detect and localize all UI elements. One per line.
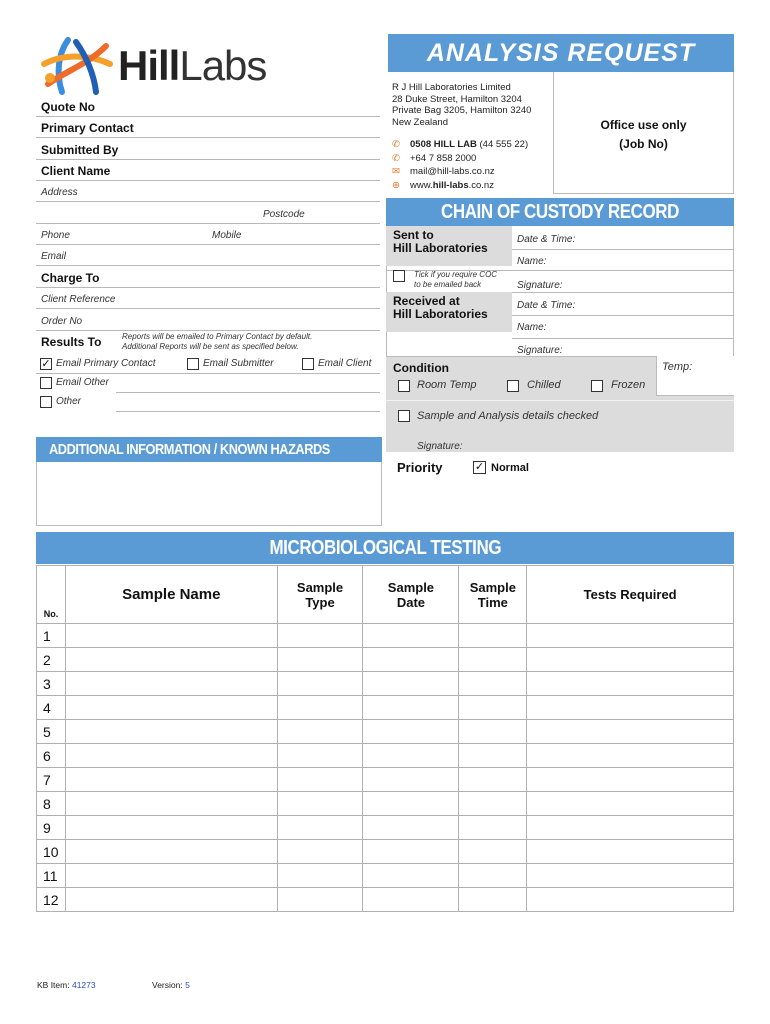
tests-required-cell[interactable]	[527, 624, 734, 648]
table-row	[37, 696, 734, 720]
mail-icon: ✉	[392, 166, 400, 177]
sample-checked-label: Sample and Analysis details checked	[417, 410, 599, 422]
sample-time-cell[interactable]	[459, 720, 527, 744]
sample-type-cell[interactable]	[277, 816, 363, 840]
company-line: New Zealand	[392, 116, 448, 128]
sample-date-cell[interactable]	[363, 864, 459, 888]
web-pre[interactable]: www.	[410, 179, 433, 191]
postcode-label: Postcode	[263, 209, 305, 220]
micro-title	[36, 532, 734, 564]
table-row	[37, 720, 734, 744]
tests-required-cell[interactable]	[527, 864, 734, 888]
sent-signature-label: Signature:	[517, 280, 563, 291]
sample-date-cell[interactable]	[363, 624, 459, 648]
phone-label: Phone	[41, 230, 70, 241]
sample-time-cell[interactable]	[459, 744, 527, 768]
table-row	[37, 864, 734, 888]
web-bold[interactable]: hill-labs	[432, 179, 469, 191]
sample-name-cell[interactable]	[65, 888, 277, 912]
sample-date-cell[interactable]	[363, 768, 459, 792]
sample-type-cell[interactable]	[277, 888, 363, 912]
version-value: 5	[185, 980, 190, 990]
additional-info-box[interactable]	[36, 462, 382, 526]
sample-date-cell[interactable]	[363, 744, 459, 768]
version-label: Version:	[152, 980, 183, 990]
table-row	[37, 624, 734, 648]
room-temp-checkbox[interactable]	[398, 380, 410, 392]
sample-time-cell[interactable]	[459, 672, 527, 696]
sample-time-cell[interactable]	[459, 792, 527, 816]
email-primary-label: Email Primary Contact	[56, 358, 156, 369]
col-no-label: No.	[43, 609, 59, 619]
sample-checked-checkbox[interactable]	[398, 410, 410, 422]
results-note	[122, 332, 312, 352]
sample-time-cell[interactable]	[459, 840, 527, 864]
sample-date-cell[interactable]	[363, 816, 459, 840]
col-tests-required	[527, 566, 734, 624]
office-use-label: Office use only	[600, 118, 687, 132]
footer-version	[152, 980, 190, 990]
sample-name-cell[interactable]	[65, 768, 277, 792]
table-row	[37, 888, 734, 912]
row-number: 9	[37, 816, 66, 840]
sample-time-cell[interactable]	[459, 624, 527, 648]
charge-to-label: Charge To	[41, 271, 100, 285]
table-row	[37, 648, 734, 672]
received-label	[393, 295, 488, 321]
sample-name-cell[interactable]	[65, 696, 277, 720]
sample-name-cell[interactable]	[65, 864, 277, 888]
phone1-rest: (44 555 22)	[476, 139, 529, 150]
sample-name-cell[interactable]	[65, 672, 277, 696]
sample-table	[36, 565, 734, 912]
condition-label: Condition	[393, 361, 449, 375]
company-line: R J Hill Laboratories Limited	[392, 82, 511, 93]
sample-type-cell[interactable]	[277, 840, 363, 864]
sample-time-cell[interactable]	[459, 864, 527, 888]
email-other-checkbox[interactable]	[40, 377, 52, 389]
sample-time-cell[interactable]	[459, 768, 527, 792]
coc-title-text: CHAIN OF CUSTODY RECORD	[440, 200, 679, 223]
sample-time-cell[interactable]	[459, 816, 527, 840]
client-reference-label: Client Reference	[41, 294, 116, 305]
web-post[interactable]: .co.nz	[468, 179, 494, 191]
other-checkbox[interactable]	[40, 396, 52, 408]
sent-to-line: Sent to	[393, 228, 434, 242]
sample-time-cell[interactable]	[459, 648, 527, 672]
sample-name-cell[interactable]	[65, 840, 277, 864]
additional-info-title	[36, 437, 382, 462]
logo-mark-icon	[38, 34, 118, 96]
col-sample-type-label: Sample Type	[296, 579, 344, 610]
sample-name-cell[interactable]	[65, 720, 277, 744]
sent-name-label: Name:	[517, 256, 547, 267]
hill-labs-logo	[38, 34, 308, 96]
analysis-request-title	[388, 34, 734, 72]
chilled-checkbox[interactable]	[507, 380, 519, 392]
table-row	[37, 840, 734, 864]
row-number: 10	[37, 840, 66, 864]
row-number: 1	[37, 624, 66, 648]
sample-name-cell[interactable]	[65, 792, 277, 816]
phone-icon: ✆	[392, 152, 400, 164]
submitted-by-label: Submitted By	[41, 143, 119, 157]
chilled-label: Chilled	[527, 379, 561, 391]
table-row	[37, 816, 734, 840]
sample-type-cell[interactable]	[277, 768, 363, 792]
frozen-checkbox[interactable]	[591, 380, 603, 392]
sent-to-label	[393, 229, 488, 255]
row-number: 11	[37, 864, 66, 888]
row-number: 2	[37, 648, 66, 672]
row-number: 7	[37, 768, 66, 792]
sample-type-cell[interactable]	[277, 648, 363, 672]
tests-required-cell[interactable]	[527, 744, 734, 768]
sample-date-cell[interactable]	[363, 648, 459, 672]
tests-required-cell[interactable]	[527, 672, 734, 696]
email-submitter-label: Email Submitter	[203, 358, 274, 369]
job-no-label: (Job No)	[619, 137, 668, 151]
sample-name-cell[interactable]	[65, 624, 277, 648]
phone2: +64 7 858 2000	[410, 152, 477, 164]
address-label: Address	[41, 187, 78, 198]
kb-label: KB Item:	[37, 980, 70, 990]
received-line: Hill Laboratories	[393, 307, 488, 321]
coc-email-note	[414, 270, 497, 289]
client-name-label: Client Name	[41, 164, 111, 178]
tests-required-cell[interactable]	[527, 768, 734, 792]
normal-priority-checkbox[interactable]: ✓	[474, 461, 485, 473]
row-number: 12	[37, 888, 66, 912]
email-submitter-checkbox[interactable]	[187, 358, 199, 370]
sample-date-cell[interactable]	[363, 792, 459, 816]
col-sample-type	[277, 566, 363, 624]
results-to-label: Results To	[41, 335, 102, 349]
tests-required-cell[interactable]	[527, 720, 734, 744]
mobile-label: Mobile	[212, 230, 242, 241]
coc-email-note-line: to be emailed back	[414, 279, 482, 289]
received-name-label: Name:	[517, 322, 547, 333]
logo-text-bold: Hill	[118, 42, 180, 89]
temp-label: Temp:	[662, 361, 693, 373]
coc-title	[386, 198, 734, 226]
sample-date-cell[interactable]	[363, 720, 459, 744]
micro-title-text: MICROBIOLOGICAL TESTING	[269, 536, 501, 559]
sample-type-cell[interactable]	[277, 720, 363, 744]
sent-date-time-label: Date & Time:	[517, 234, 576, 245]
company-address	[392, 82, 531, 128]
kb-value: 41273	[71, 980, 96, 990]
sample-time-cell[interactable]	[459, 696, 527, 720]
sample-date-cell[interactable]	[363, 672, 459, 696]
frozen-label: Frozen	[611, 379, 646, 391]
tests-required-cell[interactable]	[527, 648, 734, 672]
sample-type-cell[interactable]	[277, 624, 363, 648]
sample-name-cell[interactable]	[65, 816, 277, 840]
tests-required-cell[interactable]	[527, 816, 734, 840]
tests-required-cell[interactable]	[527, 840, 734, 864]
sent-to-line: Hill Laboratories	[393, 241, 488, 255]
normal-priority-label: Normal	[491, 462, 529, 474]
sample-name-cell[interactable]	[65, 648, 277, 672]
analysis-request-title-text: ANALYSIS REQUEST	[426, 38, 696, 67]
sample-time-cell[interactable]	[459, 888, 527, 912]
results-note-line: Additional Reports will be sent as specified below.	[122, 342, 299, 351]
primary-contact-label: Primary Contact	[41, 121, 134, 135]
col-sample-name	[65, 566, 277, 624]
contact-block	[392, 138, 528, 192]
email-link[interactable]: mail@hill-labs.co.nz	[410, 166, 495, 177]
company-line: 28 Duke Street, Hamilton 3204	[392, 93, 522, 105]
email-primary-checkbox[interactable]: ✓	[41, 358, 51, 370]
col-sample-name-label: Sample Name	[122, 586, 221, 603]
col-sample-time	[459, 566, 527, 624]
results-note-line: Reports will be emailed to Primary Contact by default.	[122, 332, 313, 341]
coc-email-checkbox[interactable]	[393, 270, 405, 282]
phone1-bold: 0508 HILL LAB	[410, 139, 477, 150]
order-no-label: Order No	[41, 316, 83, 327]
table-row	[37, 744, 734, 768]
quote-no-label: Quote No	[41, 100, 95, 114]
sample-date-cell[interactable]	[363, 840, 459, 864]
company-line: Private Bag 3205, Hamilton 3240	[392, 105, 532, 116]
phone-icon: ✆	[392, 139, 400, 150]
sample-type-cell[interactable]	[277, 744, 363, 768]
table-row	[37, 672, 734, 696]
globe-icon: ⊕	[392, 179, 400, 191]
condition-signature-label: Signature:	[417, 441, 463, 452]
received-line: Received at	[393, 294, 460, 308]
email-client-label: Email Client	[318, 358, 372, 369]
received-signature-label: Signature:	[517, 345, 563, 356]
row-number: 6	[37, 744, 66, 768]
additional-info-title-text: ADDITIONAL INFORMATION / KNOWN HAZARDS	[49, 441, 330, 458]
office-use-box	[553, 72, 734, 194]
row-number: 8	[37, 792, 66, 816]
row-number: 5	[37, 720, 66, 744]
received-date-time-label: Date & Time:	[517, 300, 576, 311]
email-label: Email	[41, 251, 67, 262]
table-row	[37, 792, 734, 816]
tests-required-cell[interactable]	[527, 888, 734, 912]
table-header-row	[37, 566, 734, 624]
col-sample-date	[363, 566, 459, 624]
coc-email-note-line: Tick if you require COC	[414, 270, 498, 279]
email-other-label: Email Other	[56, 377, 109, 388]
tests-required-cell[interactable]	[527, 792, 734, 816]
other-label: Other	[56, 396, 82, 407]
col-sample-date-label: Sample Date	[387, 579, 435, 610]
tests-required-cell[interactable]	[527, 696, 734, 720]
logo-text-light: Labs	[179, 42, 267, 89]
row-number: 3	[37, 672, 66, 696]
col-no	[37, 566, 66, 624]
sample-type-cell[interactable]	[277, 792, 363, 816]
priority-label: Priority	[397, 460, 443, 475]
footer	[37, 980, 96, 990]
sample-type-cell[interactable]	[277, 696, 363, 720]
row-number: 4	[37, 696, 66, 720]
room-temp-label: Room Temp	[417, 379, 477, 391]
sample-name-cell[interactable]	[65, 744, 277, 768]
email-client-checkbox[interactable]	[302, 358, 314, 370]
col-sample-time-label: Sample Time	[469, 579, 516, 610]
sample-date-cell[interactable]	[363, 888, 459, 912]
sample-type-cell[interactable]	[277, 672, 363, 696]
sample-date-cell[interactable]	[363, 696, 459, 720]
table-row	[37, 768, 734, 792]
sample-type-cell[interactable]	[277, 864, 363, 888]
col-tests-required-label: Tests Required	[583, 587, 677, 602]
